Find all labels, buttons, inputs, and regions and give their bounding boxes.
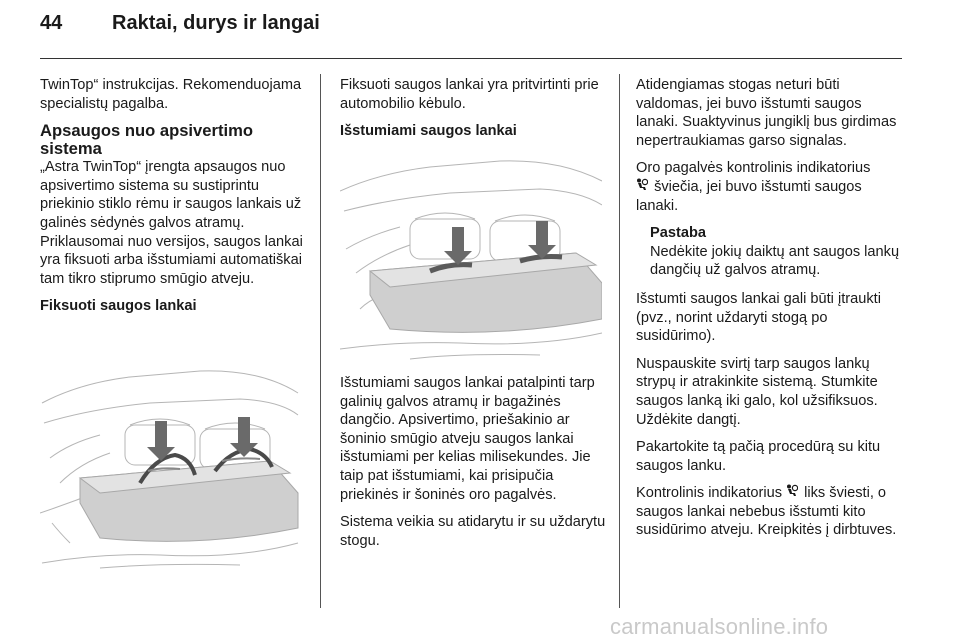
paragraph-text: liks šviesti, o saugos lankai nebebus išstumti kito susidūrimo atveju. Kreipkitės į dirbtuves. <box>636 485 897 539</box>
airbag-indicator-icon <box>636 178 648 197</box>
paragraph <box>636 159 904 215</box>
paragraph-text: Kontrolinis indikatorius <box>636 485 783 502</box>
subsection-heading: Fiksuoti saugos lankai <box>40 298 197 315</box>
paragraph: Atidengiamas stogas neturi būti valdomas, jei buvo išstumti saugos lanaki. Suaktyvinus jungiklį bus girdimas nepertraukiamas garso signalas. <box>636 77 897 149</box>
column-divider-1 <box>320 74 321 608</box>
subsection-heading: Išstumiami saugos lankai <box>340 123 517 140</box>
paragraph: Pakartokite tą pačią procedūrą su kitu saugos lanku. <box>636 439 881 474</box>
column-3 <box>636 76 904 549</box>
paragraph <box>636 484 904 540</box>
paragraph: Fiksuoti saugos lankai yra pritvirtinti prie automobilio kėbulo. <box>340 77 599 112</box>
note-title: Pastaba <box>650 225 706 242</box>
column-divider-2 <box>619 74 620 608</box>
deployable-rollbars-illustration <box>340 149 602 362</box>
page-number: 44 <box>40 12 63 34</box>
header-divider <box>40 58 902 59</box>
car-rear-illustration <box>340 149 602 362</box>
paragraph-text: Oro pagalvės kontrolinis indikatorius <box>636 160 871 177</box>
paragraph-text: šviečia, jei buvo išstumti saugos lanaki. <box>636 178 862 214</box>
page-header <box>40 12 320 48</box>
column-1 <box>40 76 304 324</box>
fixed-rollbars-illustration <box>40 363 302 574</box>
note-text: Nedėkite jokių daiktų ant saugos lankų dangčių už galvos atramų. <box>650 243 900 279</box>
car-rear-illustration <box>40 363 302 574</box>
page-title: Raktai, durys ir langai <box>112 12 320 34</box>
paragraph: „Astra TwinTop“ įrengta apsaugos nuo apsivertimo sistema su sustiprintu priekinio stiklo rėmu ir saugos lankais už galinės sėdynės galvos atramų. Priklausomai nuo versijos, saugos lankai yra fiksuoti arba išstumiami automatiškai tam tikro stiprumo smūgio atveju. <box>40 159 303 287</box>
paragraph: Nuspauskite svirtį tarp saugos lankų strypų ir atrakinkite sistemą. Stumkite saugos lanką iki galo, kol užsifiksuos. Uždėkite dangtį. <box>636 355 878 428</box>
paragraph: Išstumti saugos lankai gali būti įtraukti (pvz., norint uždaryti stogą po susidūrimo). <box>636 290 881 345</box>
watermark: carmanualsonline.info <box>610 614 829 639</box>
paragraph: Išstumiami saugos lankai patalpinti tarp galinių galvos atramų ir bagažinės dangčio. Apsivertimo, priešakinio ar šoninio smūgio atveju saugos lankai išstumiami per kelias milisekundes. Jie taip pat išstumiami, kai prisipučia priekinės ir šoninės oro pagalvės. <box>340 375 595 503</box>
paragraph: Sistema veikia su atidarytu ir su uždarytu stogu. <box>340 514 606 549</box>
column-2 <box>340 76 606 149</box>
section-heading: Apsaugos nuo apsivertimo sistema <box>40 121 253 159</box>
note-box <box>650 224 904 280</box>
paragraph: TwinTop“ instrukcijas. Rekomenduojama specialistų pagalba. <box>40 77 302 112</box>
column-2-lower <box>340 374 606 559</box>
airbag-indicator-icon <box>786 484 798 503</box>
